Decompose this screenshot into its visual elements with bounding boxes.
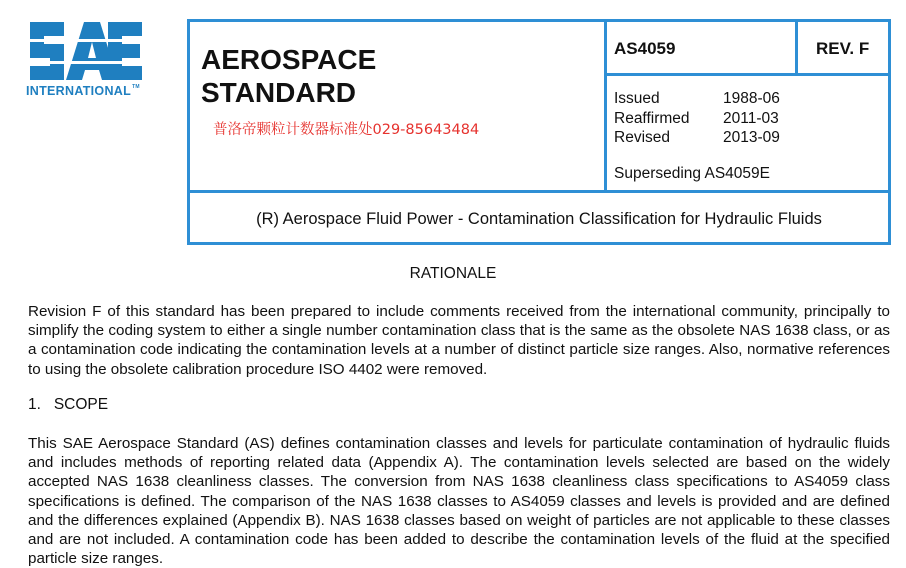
divider bbox=[795, 22, 798, 73]
date-block bbox=[614, 89, 780, 148]
divider bbox=[604, 22, 607, 190]
date-label: Issued bbox=[614, 90, 660, 107]
document-type-title bbox=[201, 43, 376, 109]
document-number: AS4059 bbox=[614, 39, 676, 58]
date-value: 2013-09 bbox=[723, 129, 780, 146]
date-value: 2011-03 bbox=[723, 109, 779, 127]
document-title: (R) Aerospace Fluid Power - Contamination Classification for Hydraulic Fluids bbox=[256, 209, 822, 228]
divider bbox=[604, 73, 891, 76]
revision-label: REV. F bbox=[816, 39, 870, 58]
scope-paragraph: This SAE Aerospace Standard (AS) defines contamination classes and levels for particulate contamination of hydraulic fluids and includes methods of reporting related data (Appendix A). The contamination levels selected are based on the widely accepted NAS 1638 cleanliness classes. The conversion from NAS 1638 cleanliness class specifications to AS4059 class specifications is defined. The comparison of the NAS 1638 classes to AS4059 classes and levels is provided and are defined and the differences explained (Appendix B). NAS 1638 classes based on weight of particles are not applicable to these classes and are not included. A contamination code has been added to describe the contamination levels of the fluid at the specified particle size ranges. bbox=[28, 435, 890, 568]
date-row bbox=[614, 89, 780, 109]
date-row bbox=[614, 128, 780, 148]
date-row bbox=[614, 109, 780, 129]
rationale-heading: RATIONALE bbox=[409, 265, 497, 282]
sae-international-logo bbox=[26, 16, 154, 106]
sae-logo-mark bbox=[26, 16, 144, 86]
date-label: Reaffirmed bbox=[614, 109, 690, 127]
header-table bbox=[187, 19, 891, 245]
rationale-paragraph: Revision F of this standard has been prepared to include comments received from the international community, principally to simplify the coding system to either a single number contamination class that is the same as the obsolete NAS 1638 class, or as a contamination code indicating the contamination levels at a number of distinct particle size ranges. Also, normative references to using the obsolete calibration procedure ISO 4402 were removed. bbox=[28, 303, 890, 378]
scope-heading: 1. SCOPE bbox=[28, 396, 109, 413]
superseding-note: Superseding AS4059E bbox=[614, 165, 770, 182]
red-watermark-text: 普洛帝颗粒计数器标准处029-85643484 bbox=[213, 122, 480, 138]
title-line-1: AEROSPACE bbox=[201, 44, 377, 75]
logo-international-text: INTERNATIONAL™ bbox=[26, 84, 140, 98]
date-value: 1988-06 bbox=[723, 90, 780, 107]
date-label: Revised bbox=[614, 129, 670, 146]
title-line-2: STANDARD bbox=[201, 77, 357, 108]
